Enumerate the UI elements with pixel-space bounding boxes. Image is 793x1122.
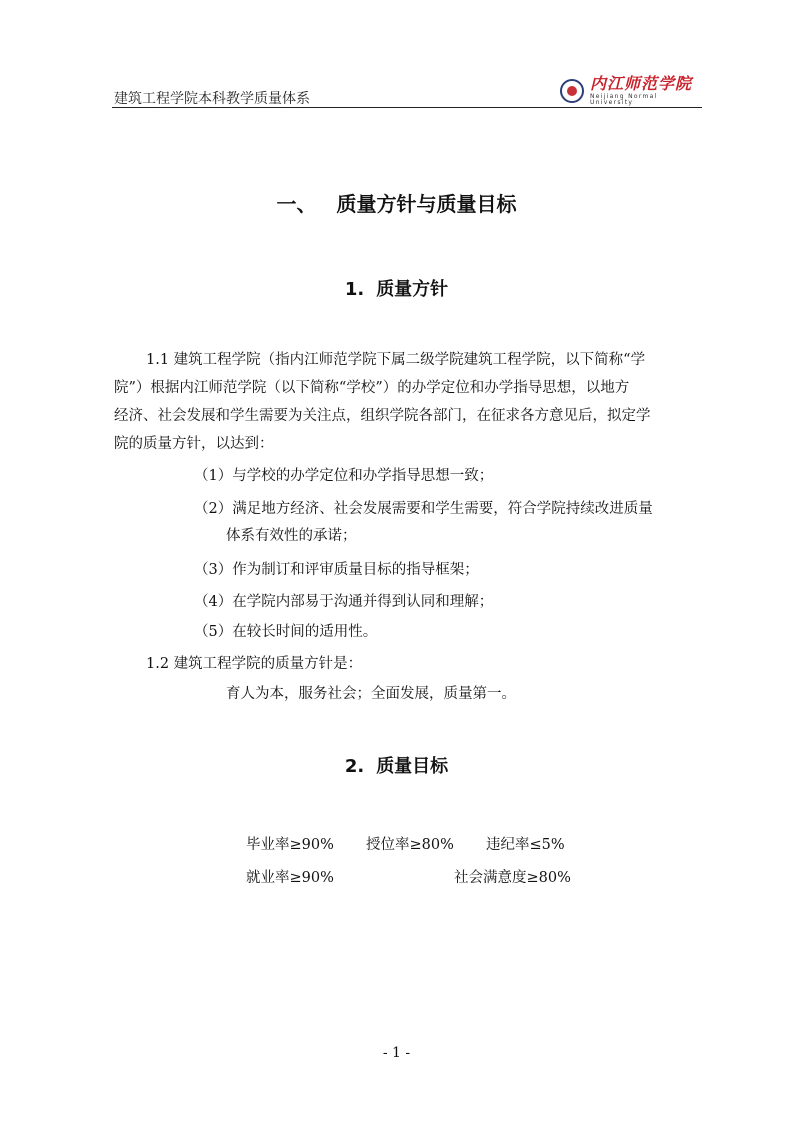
chapter-heading (0, 188, 793, 217)
page-number: - 1 - (382, 1045, 411, 1061)
list-item: （5）在较长时间的适用性。 (194, 624, 378, 640)
university-logo (560, 76, 700, 106)
goal-graduation-rate: 毕业率≥90% (246, 837, 334, 853)
goal-employment-rate: 就业率≥90% (246, 870, 334, 886)
paragraph-1-1-line1: 1.1 建筑工程学院（指内江师范学院下属二级学院建筑工程学院，以下简称“学 (146, 352, 646, 368)
section2-heading (0, 752, 793, 778)
paragraph-1-2: 1.2 建筑工程学院的质量方针是： (146, 656, 363, 672)
section1-title: 质量方针 (376, 279, 449, 300)
section2-title: 质量目标 (376, 756, 449, 777)
chapter-title: 质量方针与质量目标 (336, 192, 517, 216)
logo-english-name: Neijiang Normal University (590, 93, 658, 106)
list-item: （2）满足地方经济、社会发展需要和学生需要，符合学院持续改进质量 (194, 501, 653, 517)
paragraph-1-1-line2: 院”）根据内江师范学院（以下简称“学校”）的办学定位和办学指导思想，以地方 (114, 380, 630, 396)
paragraph-1-1-line3: 经济、社会发展和学生需要为关注点，组织学院各部门，在征求各方意见后，拟定学 (114, 408, 651, 424)
header-divider (112, 107, 702, 108)
header-title: 建筑工程学院本科教学质量体系 (114, 91, 310, 107)
section1-heading (0, 275, 793, 301)
list-item: （3）作为制订和评审质量目标的指导框架； (194, 562, 479, 578)
goal-social-satisfaction: 社会满意度≥80% (454, 870, 571, 886)
goal-violation-rate: 违纪率≤5% (486, 837, 565, 853)
logo-chinese-name: 内江师范学院 (590, 74, 693, 93)
list-item-continuation: 体系有效性的承诺； (226, 528, 357, 544)
section2-number: 2. (344, 756, 365, 777)
goal-degree-rate: 授位率≥80% (366, 837, 454, 853)
paragraph-1-1-line4: 院的质量方针，以达到： (114, 436, 274, 452)
quality-policy-statement: 育人为本，服务社会；全面发展，质量第一。 (226, 686, 516, 702)
section1-number: 1. (344, 279, 365, 300)
list-item: （1）与学校的办学定位和办学指导思想一致； (194, 468, 494, 484)
chapter-number: 一、 (276, 192, 317, 216)
university-seal-icon (560, 79, 584, 103)
list-item: （4）在学院内部易于沟通并得到认同和理解； (194, 594, 494, 610)
